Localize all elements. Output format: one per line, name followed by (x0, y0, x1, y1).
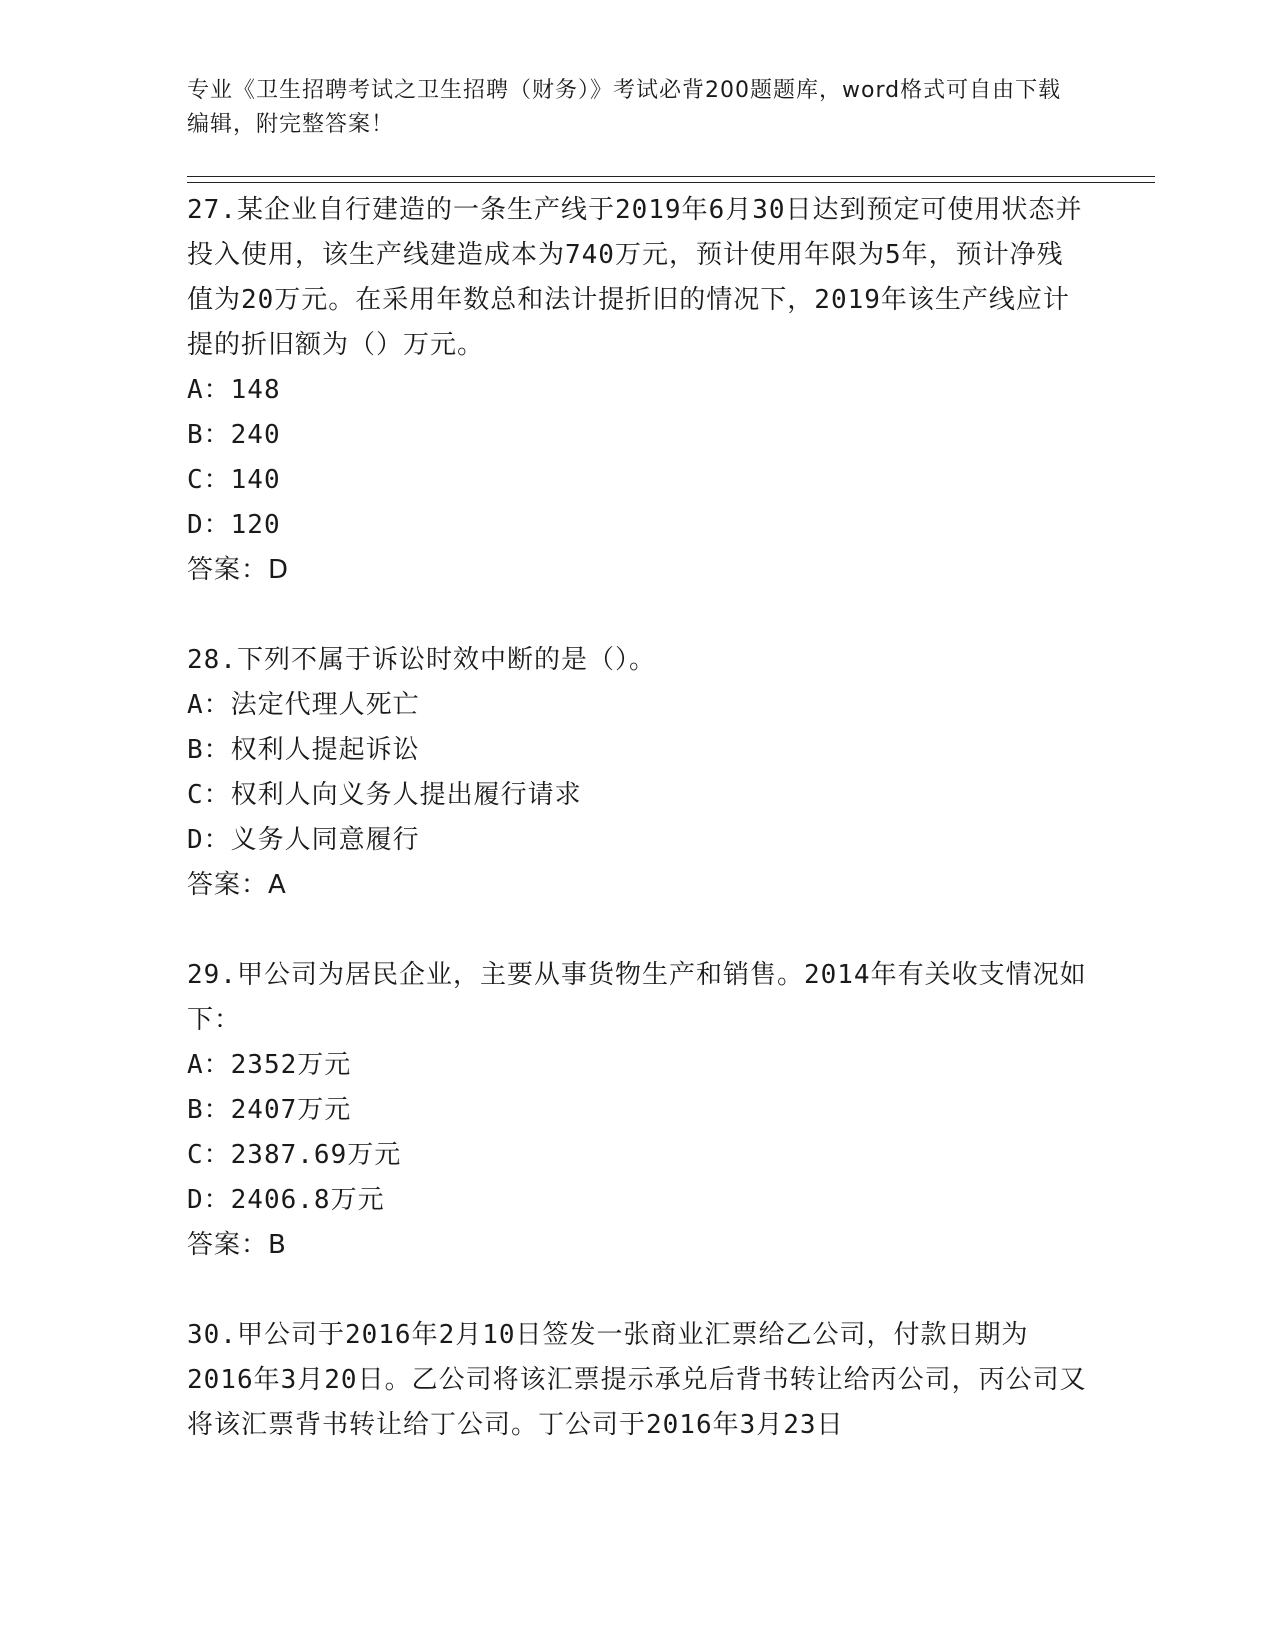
question-30 (187, 1313, 1087, 1448)
option-b: B：240 (187, 420, 281, 450)
header-divider-bottom (187, 182, 1155, 183)
spacer (187, 1268, 1087, 1313)
question-text: 29.甲公司为居民企业，主要从事货物生产和销售。2014年有关收支情况如下： (187, 960, 1087, 1035)
option-c: C：140 (187, 465, 281, 495)
header-divider-top (187, 176, 1155, 177)
option-c: C：权利人向义务人提出履行请求 (187, 780, 582, 810)
option-a: A：148 (187, 375, 281, 405)
spacer (187, 593, 1087, 638)
question-text: 28.下列不属于诉讼时效中断的是（）。 (187, 645, 656, 675)
question-29 (187, 953, 1087, 1268)
option-b: B：2407万元 (187, 1095, 352, 1125)
question-27 (187, 188, 1087, 593)
option-c: C：2387.69万元 (187, 1140, 402, 1170)
option-d: D：120 (187, 510, 281, 540)
question-list (187, 188, 1087, 1448)
document-header: 专业《卫生招聘考试之卫生招聘（财务）》考试必背200题题库，word格式可自由下载编辑，附完整答案！ (187, 78, 1062, 137)
option-d: D：2406.8万元 (187, 1185, 385, 1215)
option-a: A：法定代理人死亡 (187, 690, 420, 720)
answer: 答案：D (187, 555, 290, 585)
spacer (187, 908, 1087, 953)
answer: 答案：A (187, 870, 287, 900)
option-d: D：义务人同意履行 (187, 825, 420, 855)
option-a: A：2352万元 (187, 1050, 352, 1080)
question-28 (187, 638, 1087, 908)
question-text: 27.某企业自行建造的一条生产线于2019年6月30日达到预定可使用状态并投入使用，该生产线建造成本为740万元，预计使用年限为5年，预计净残值为20万元。在采用年数总和法计提折旧的情况下，2019年该生产线应计提的折旧额为（）万元。 (187, 195, 1083, 360)
question-text: 30.甲公司于2016年2月10日签发一张商业汇票给乙公司，付款日期为2016年3月20日。乙公司将该汇票提示承兑后背书转让给丙公司，丙公司又将该汇票背书转让给丁公司。丁公司于2016年3月23日 (187, 1320, 1087, 1440)
option-b: B：权利人提起诉讼 (187, 735, 420, 765)
answer: 答案：B (187, 1230, 287, 1260)
